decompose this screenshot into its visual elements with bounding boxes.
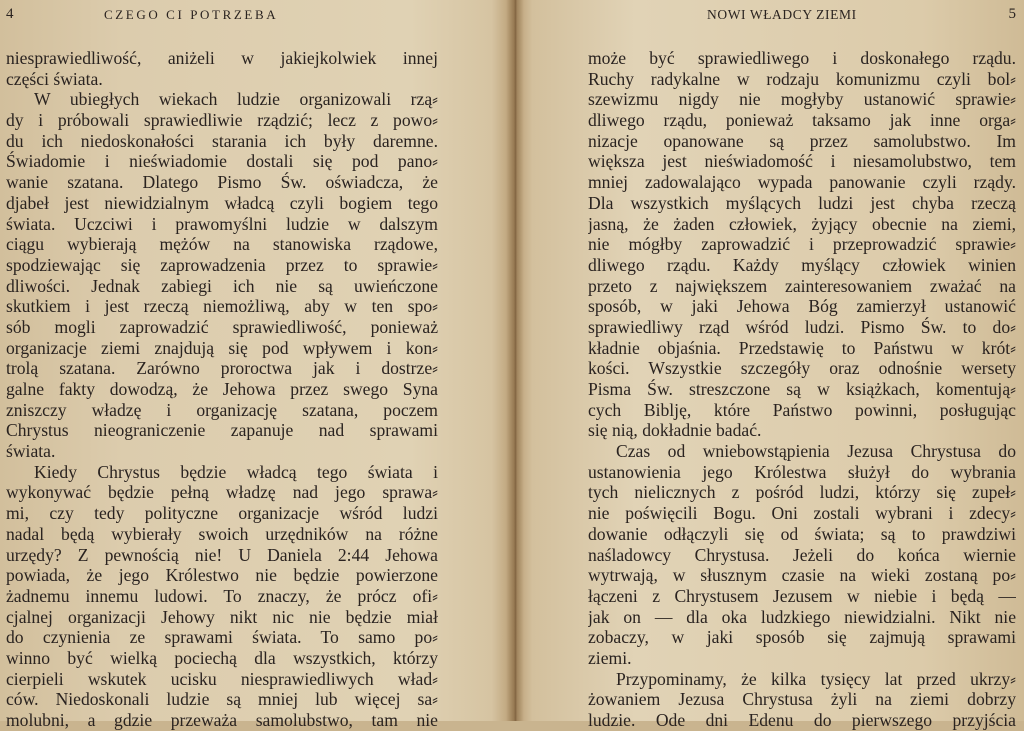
text-line: części świata. bbox=[6, 68, 103, 89]
text-line: nadal będą wybierały swoich urzędników na różne bbox=[6, 523, 438, 544]
text-line: skutkiem i jest rzeczą niemożliwą, aby w ten spo⸗ bbox=[6, 296, 438, 317]
text-line: ustanowienia jego Królestwa służył do wybrania bbox=[588, 461, 1016, 482]
book-gutter bbox=[506, 0, 524, 721]
text-line: dy i próbowali sprawiedliwie rządzić; lecz z powo⸗ bbox=[6, 110, 438, 131]
text-line: tych nielicznych z pośród ludzi, którzy się zupeł⸗ bbox=[588, 482, 1016, 503]
text-line: galne fakty dowodzą, że Jehowa przez swego Syna bbox=[6, 379, 438, 399]
text-line: Ruchy radykalne w rodzaju komunizmu czyli bol⸗ bbox=[588, 68, 1016, 89]
text-line: sposób, w jaki Jehowa Bóg zamierzył ustanowić bbox=[588, 296, 1016, 317]
text-line: dliwego rządu, ponieważ taksamo jak inne orga⸗ bbox=[588, 110, 1016, 131]
text-line: się nią, dokładnie badać. bbox=[588, 420, 762, 441]
text-line: ludzie. Ode dni Edenu do pierwszego przyjścia bbox=[588, 710, 1016, 730]
text-line: żadnemu innemu ludowi. To znaczy, że prócz ofi⸗ bbox=[6, 585, 438, 606]
left-page-number: 4 bbox=[6, 6, 14, 22]
text-line: cierpieli wskutek ucisku niesprawiedliwych wład⸗ bbox=[6, 668, 438, 689]
text-line: mniej zadowalająco wypada panowanie czyli rządy. bbox=[588, 172, 1016, 193]
text-line: nie mógłby zaprowadzić i przeprowadzić sprawie⸗ bbox=[588, 234, 1016, 255]
text-line: Dla wszystkich myślących ludzi jest chyba rzeczą bbox=[588, 192, 1016, 213]
text-line: trolą szatana. Zarówno proroctwa jak i dostrze⸗ bbox=[6, 358, 438, 379]
left-page-text bbox=[6, 48, 438, 731]
text-line: wytrwają, w słusznym czasie na wieki zostaną po⸗ bbox=[588, 565, 1016, 586]
left-running-title: CZEGO CI POTRZEBA bbox=[104, 7, 279, 22]
text-line: cjalnej organizacji Jehowy nikt nic nie będzie miał bbox=[6, 606, 438, 627]
text-line: winno być wielką pociechą dla wszystkich, którzy bbox=[6, 647, 438, 668]
text-line: żowaniem Jezusa Chrystusa żyli na ziemi dobrzy bbox=[588, 689, 1016, 710]
text-line: świata. Uczciwi i prawomyślni ludzie w dalszym bbox=[6, 213, 438, 234]
text-line: nie poświęcili Bogu. Oni zostali wybrani i zdecy⸗ bbox=[588, 503, 1016, 524]
text-line: świata. bbox=[6, 441, 56, 462]
text-line: niesprawiedliwość, aniżeli w jakiejkolwiek innej bbox=[6, 48, 438, 68]
text-line: spodziewając się zaprowadzenia przez to sprawie⸗ bbox=[6, 254, 438, 275]
text-line: urzędy? Z pewnością nie! U Daniela 2:44 Jehowa bbox=[6, 544, 438, 565]
right-page bbox=[524, 0, 1024, 730]
text-line: djabeł jest niewidzialnym władcą czyli bogiem tego bbox=[6, 192, 438, 213]
text-line: kładnie objaśnia. Przedstawię to Państwu w krót⸗ bbox=[588, 337, 1016, 358]
text-line: większa jest nieświadomość i niesamolubstwo, tem bbox=[588, 151, 1016, 172]
text-line: Czas od wniebowstąpienia Jezusa Chrystusa do bbox=[616, 441, 1016, 462]
text-line: Kiedy Chrystus będzie władcą tego świata i bbox=[34, 461, 438, 482]
text-line: wykonywać będzie pełną władzę nad jego sprawa⸗ bbox=[6, 482, 438, 503]
text-line: dowanie odłączyli się od świata; są to prawdziwi bbox=[588, 523, 1016, 544]
text-line: łączeni z Chrystusem Jezusem w niebie i będą — bbox=[588, 585, 1016, 606]
right-page-number: 5 bbox=[1008, 6, 1016, 22]
text-line: sób mogli zaprowadzić sprawiedliwość, ponieważ bbox=[6, 316, 438, 337]
text-line: sprawiedliwy rząd wśród ludzi. Pismo Św. to do⸗ bbox=[588, 316, 1016, 337]
text-line: Świadomie i nieświadomie dostali się pod pano⸗ bbox=[6, 151, 438, 172]
text-line: do czynienia ze sprawami świata. To samo po⸗ bbox=[6, 627, 438, 648]
right-running-title: NOWI WŁADCY ZIEMI bbox=[707, 7, 857, 22]
text-line: du ich niedoskonałości starania ich były daremne. bbox=[6, 130, 438, 151]
text-line: jasną, że żaden człowiek, żyjący obecnie na ziemi, bbox=[588, 213, 1016, 234]
text-line: zniszczy władzę i organizację szatana, poczem bbox=[6, 399, 438, 420]
text-line: Chrystus nieograniczenie zapanuje nad sprawami bbox=[6, 420, 438, 441]
right-page-text bbox=[588, 48, 1016, 731]
text-line: mi, czy tedy polityczne organizacje wśród ludzi bbox=[6, 503, 438, 524]
text-line: powiada, że jego Królestwo nie będzie powierzone bbox=[6, 565, 438, 586]
text-line: ciągu wybierają mężów na stanowiska rządowe, bbox=[6, 234, 438, 255]
text-line: zobaczy, w jaki sposób się zajmują sprawami bbox=[588, 627, 1016, 648]
text-line: nizacje opanowane są przez samolubstwo. Im bbox=[588, 130, 1016, 151]
text-line: naśladowcy Chrystusa. Jeżeli do końca wiernie bbox=[588, 544, 1016, 565]
text-line: kości. Wszystkie szczegóły oraz odnośnie wersety bbox=[588, 358, 1016, 379]
text-line: może być sprawiedliwego i doskonałego rządu. bbox=[588, 48, 1016, 68]
text-line: ziemi. bbox=[588, 647, 632, 668]
text-line: Przypominamy, że kilka tysięcy lat przed ukrzy⸗ bbox=[616, 668, 1016, 689]
text-line: molubni, a gdzie przeważa samolubstwo, tam nie bbox=[6, 710, 438, 730]
text-line: organizacje ziemi znajdują się pod wpływem i kon⸗ bbox=[6, 337, 438, 358]
text-line: jak on — dla oka ludzkiego niewidzialni. Nikt nie bbox=[588, 606, 1016, 627]
text-line: przeto z największem zainteresowaniem zważać na bbox=[588, 275, 1016, 296]
text-line: dliwego rządu. Każdy myślący człowiek winien bbox=[588, 254, 1016, 275]
text-line: ców. Niedoskonali ludzie są mniej lub więcej sa⸗ bbox=[6, 689, 438, 710]
text-line: cych Biblję, które Państwo powinni, posługując bbox=[588, 399, 1016, 420]
left-page-header bbox=[0, 6, 506, 28]
text-line: dliwości. Jednak zabiegi ich nie są uwieńczone bbox=[6, 275, 438, 296]
text-line: Pisma Św. streszczone są w książkach, komentują⸗ bbox=[588, 379, 1016, 399]
text-line: wanie szatana. Dlatego Pismo Św. oświadcza, że bbox=[6, 172, 438, 193]
left-page bbox=[0, 0, 506, 730]
text-line: W ubiegłych wiekach ludzie organizowali rzą⸗ bbox=[34, 89, 438, 110]
right-page-header bbox=[524, 6, 1024, 28]
text-line: szewizmu nigdy nie mogłyby ustanowić sprawie⸗ bbox=[588, 89, 1016, 110]
